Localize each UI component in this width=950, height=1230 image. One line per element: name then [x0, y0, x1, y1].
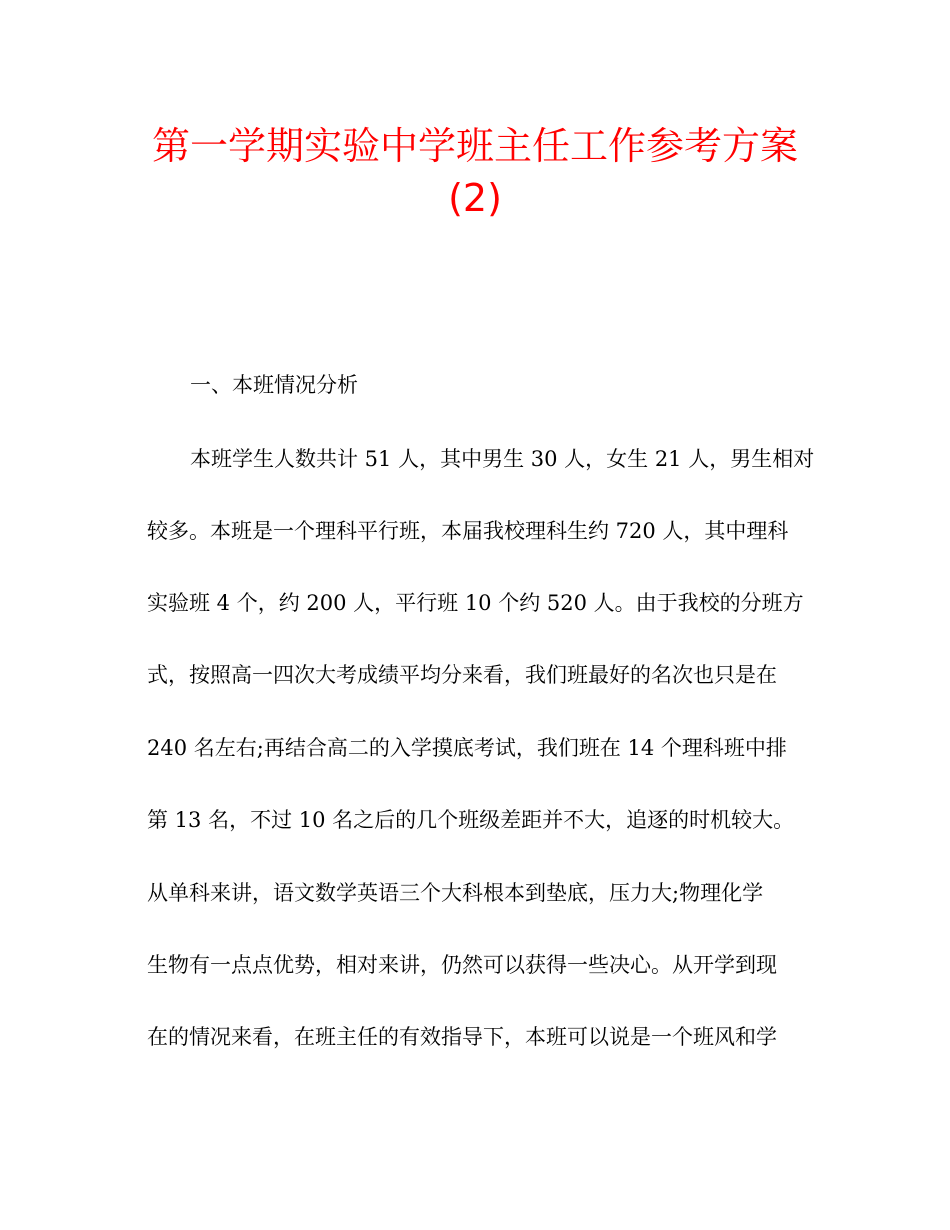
paragraph-line: 实验班 4 个，约 200 人，平行班 10 个约 520 人。由于我校的分班方: [147, 591, 804, 615]
paragraph-line: 本班学生人数共计 51 人，其中男生 30 人，女生 21 人，男生相对: [190, 447, 815, 471]
paragraph-line: 较多。本班是一个理科平行班，本届我校理科生约 720 人，其中理科: [147, 519, 789, 543]
paragraph-line: 在的情况来看，在班主任的有效指导下，本班可以说是一个班风和学: [147, 1025, 777, 1049]
paragraph-line: 生物有一点点优势，相对来讲，仍然可以获得一些决心。从开学到现: [147, 953, 777, 977]
paragraph-line: 式，按照高一四次大考成绩平均分来看，我们班最好的名次也只是在: [147, 663, 777, 687]
document-title-line2: (2): [448, 176, 502, 220]
paragraph-line: 从单科来讲，语文数学英语三个大科根本到垫底，压力大;物理化学: [147, 881, 764, 905]
paragraph-line: 第 13 名，不过 10 名之后的几个班级差距并不大，追逐的时机较大。: [147, 808, 795, 832]
paragraph-line: 240 名左右;再结合高二的入学摸底考试，我们班在 14 个理科班中排: [147, 736, 787, 760]
document-title-line1: 第一学期实验中学班主任工作参考方案: [151, 124, 798, 168]
section-heading: 一、本班情况分析: [190, 373, 358, 397]
